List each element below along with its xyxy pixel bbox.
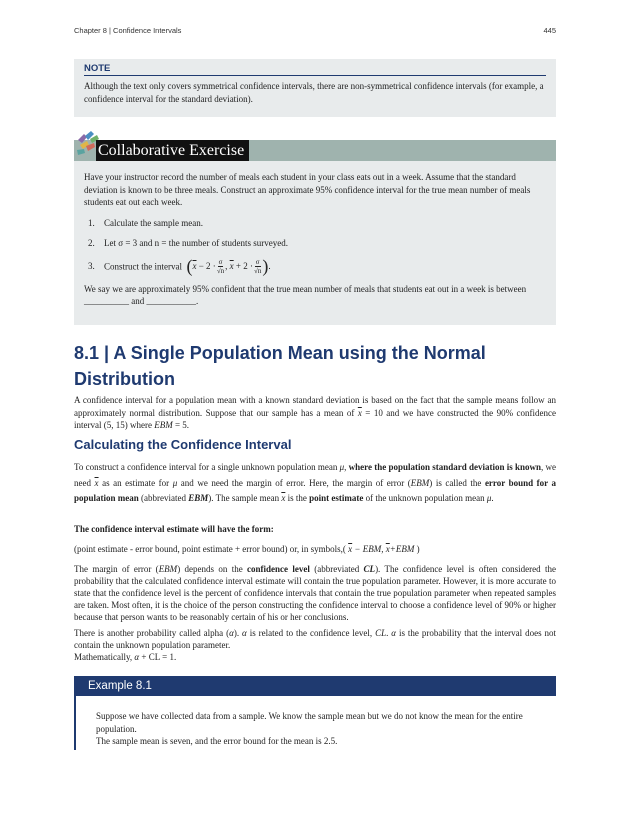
list-item: 3. Construct the interval ( $\overline{x}$ − 2 · $\frac{\sigma}{√n}$ , $\overline{x}$ + 2 · $\frac{\sigma}{√n}$ ) . — [88, 256, 271, 276]
subsection-para-2: The margin of error (EBM) depends on the confidence level (abbreviated CL). The confidence level is often considered the probability that the calculated confidence interval estimate will contain the true population parameter. However, it is more accurate to state that the confidence level is the percent of confidence intervals that contain the true population parameter when repeated samples are taken. Most often, it is the choice of the person constructing the confidence interval to choose a confidence level of 90% or higher because that person wants to be reasonably certain of his or her conclusions. — [74, 564, 556, 622]
collab-conclusion: We say we are approximately 95% confident that the true mean number of meals that students eat out in a week is between __________ and ___________. — [84, 283, 527, 306]
subsection-title: Calculating the Confidence Interval — [74, 437, 292, 452]
page-number: 445 — [543, 26, 556, 35]
form-heading: The confidence interval estimate will have the form: — [74, 524, 274, 534]
collab-exercise-box — [74, 161, 556, 325]
collab-title: Collaborative Exercise — [96, 140, 249, 161]
section-intro: A confidence interval for a population mean with a known standard deviation is based on the fact that the sample means follow an approximately normal distribution. Suppose that our sample has a mean of $\overline{x} = 10$ and we have constructed the 90% confidence interval (5, 15) where EBM = 5. — [74, 395, 557, 430]
list-item: 2. Let σ = 3 and n = the number of students surveyed. — [88, 238, 288, 248]
collab-intro: Have your instructor record the number of meals each student in your class eats out in a week. Assume that the standard deviation is known to be three meals. Construct an approximate 95% confidence interval for the true mean number of meals students eat out each week. — [84, 172, 531, 207]
collab-steps — [88, 217, 546, 275]
interval-formula: ( $\overline{x}$ − 2 · $\frac{\sigma}{√n}$ , $\overline{x}$ + 2 · $\frac{\sigma}{√n}$ ) . — [186, 256, 271, 276]
example-text-1: Suppose we have collected data from a sample. We know the sample mean but we do not know the mean for the entire population. — [96, 711, 523, 734]
example-rule — [74, 696, 76, 750]
page-header — [74, 26, 556, 38]
list-item: 1. Calculate the sample mean. — [88, 217, 203, 228]
note-text: Although the text only covers symmetrical confidence intervals, there are non-symmetrical confidence intervals (for example, a confidence interval for the standard deviation). — [84, 81, 544, 104]
note-title: NOTE — [84, 63, 546, 76]
example-body — [96, 710, 546, 748]
section-title: 8.1 | A Single Population Mean using the Normal Distribution — [74, 343, 486, 389]
example-title-bar: Example 8.1 — [74, 676, 556, 696]
note-box — [74, 59, 556, 117]
subsection-para-1: To construct a confidence interval for a single unknown population mean μ, where the population standard deviation is known, we need $\overline{x}$ as an estimate for μ and we need the margin of error. Here, the margin of error (EBM) is called the error bound for a population mean (abbreviated EBM). The sample mean $\overline{x}$ is the point estimate of the unknown population mean μ. — [74, 462, 557, 503]
example-text-2: The sample mean is seven, and the error bound for the mean is 2.5. — [96, 736, 338, 746]
chapter-title: Chapter 8 | Confidence Intervals — [74, 26, 182, 35]
subsection-para-3: There is another probability called alpha (α). α is related to the confidence level, CL. α is the probability that the interval does not contain the unknown population parameter. Mathematically, α + CL = 1. — [74, 628, 557, 662]
form-line: (point estimate - error bound, point estimate + error bound) or, in symbols,( $\overline{x}$ − EBM, $\overline{x}+EBM$ ) — [74, 544, 420, 554]
